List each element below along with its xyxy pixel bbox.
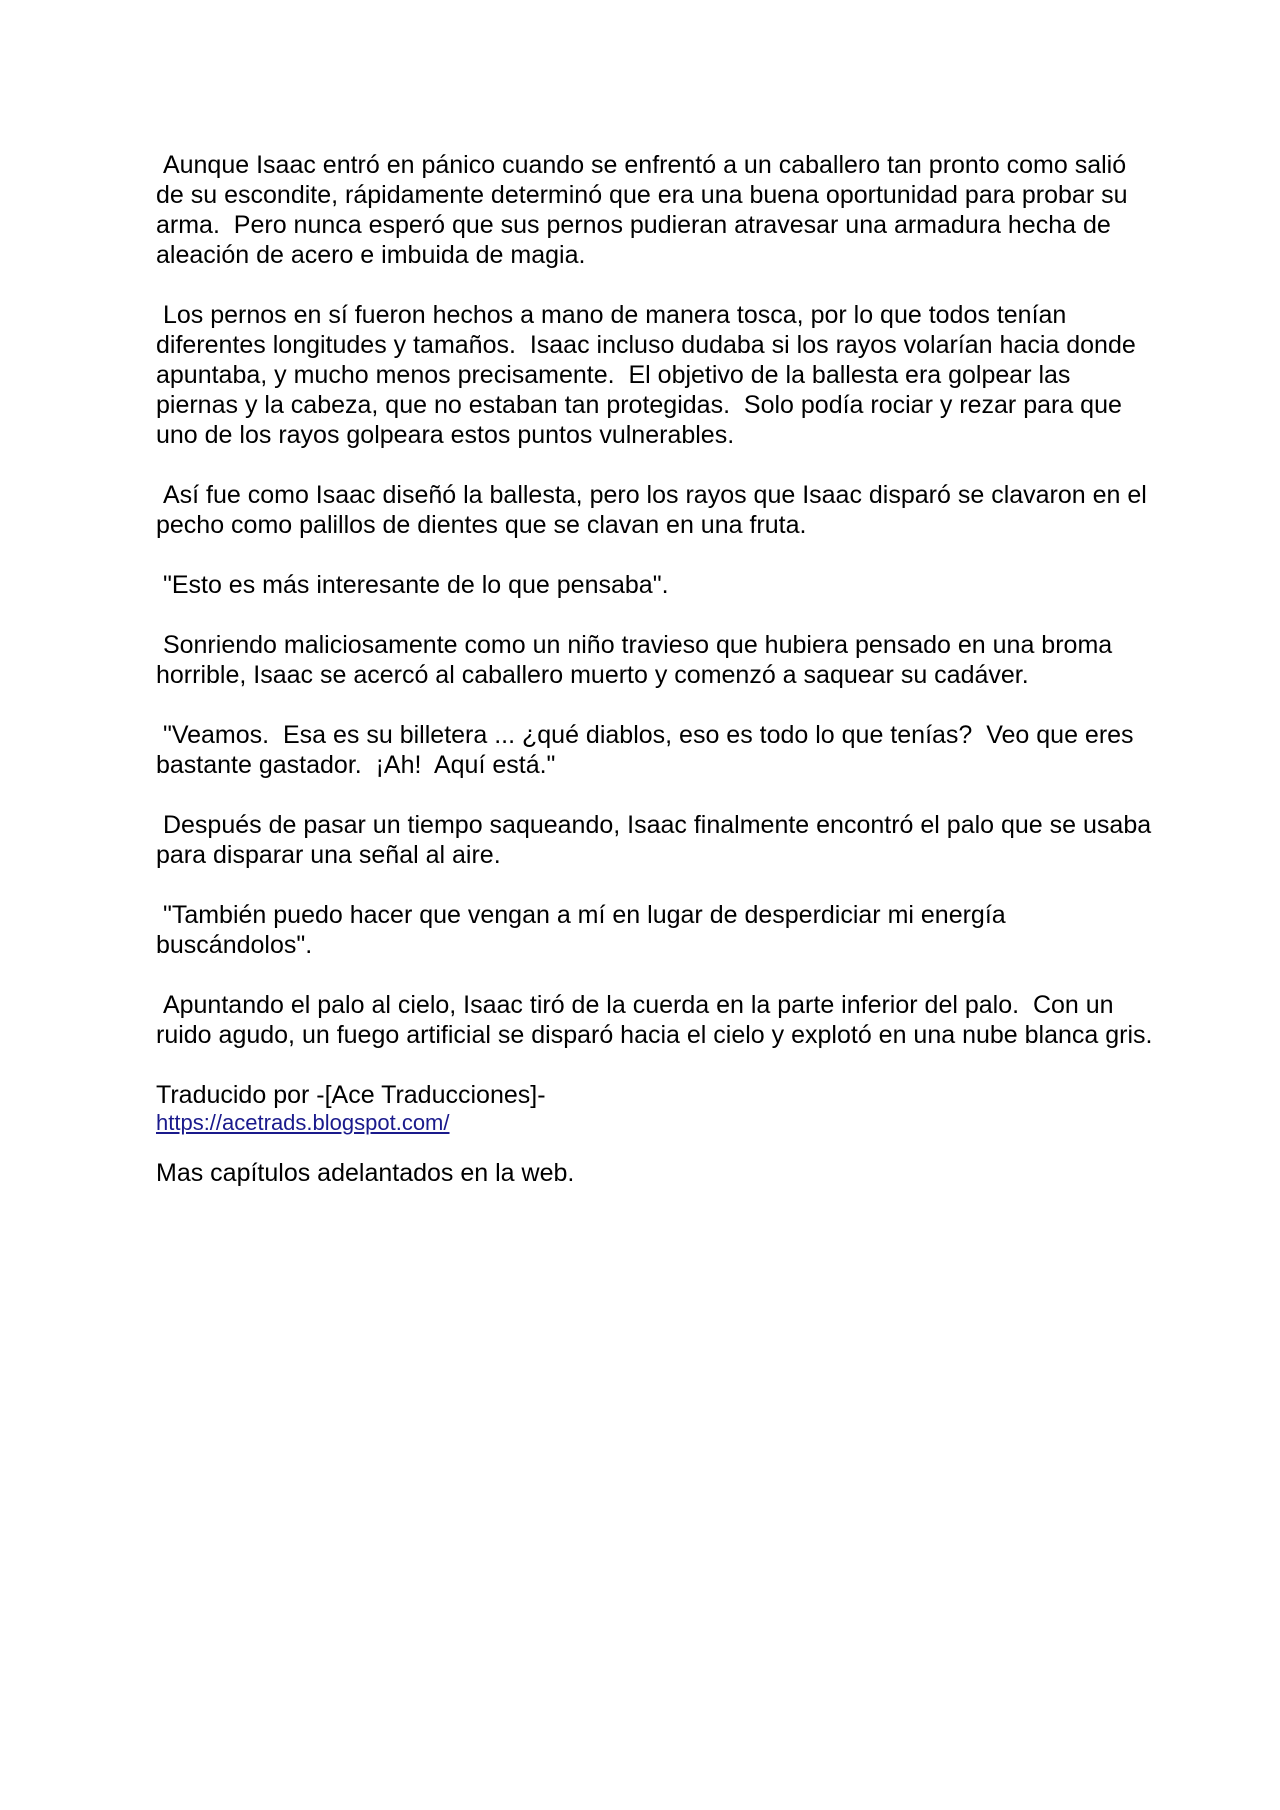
- paragraph-5: Sonriendo maliciosamente como un niño travieso que hubiera pensado en una broma horrible, Isaac se acercó al caballero muerto y comenzó a saquear su cadáver.: [156, 631, 1120, 689]
- advance-chapters-note: Mas capítulos adelantados en la web.: [156, 1159, 575, 1187]
- paragraph-7: Después de pasar un tiempo saqueando, Isaac finalmente encontró el palo que se usaba para disparar una señal al aire.: [156, 811, 1159, 869]
- translator-credit: Traducido por -[Ace Traducciones]-: [156, 1081, 546, 1109]
- paragraph-9: Apuntando el palo al cielo, Isaac tiró de la cuerda en la parte inferior del palo. Con un ruido agudo, un fuego artificial se disparó hacia el cielo y explotó en una nube blanca gris.: [156, 991, 1153, 1049]
- paragraph-2: Los pernos en sí fueron hechos a mano de manera tosca, por lo que todos tenían diferentes longitudes y tamaños. Isaac incluso dudaba si los rayos volarían hacia donde apuntaba, y mucho menos precisamente. El objetivo de la ballesta era golpear las piernas y la cabeza, que no estaban tan protegidas. Solo podía rociar y rezar para que uno de los rayos golpeara estos puntos vulnerables.: [156, 301, 1143, 449]
- document-page: [156, 150, 1159, 1188]
- paragraph-6: "Veamos. Esa es su billetera ... ¿qué diablos, eso es todo lo que tenías? Veo que eres bastante gastador. ¡Ah! Aquí está.": [156, 721, 1141, 779]
- paragraph-3: Así fue como Isaac diseñó la ballesta, pero los rayos que Isaac disparó se clavaron en el pecho como palillos de dientes que se clavan en una fruta.: [156, 481, 1154, 539]
- paragraph-1: Aunque Isaac entró en pánico cuando se enfrentó a un caballero tan pronto como salió de su escondite, rápidamente determinó que era una buena oportunidad para probar su arma. Pero nunca esperó que sus pernos pudieran atravesar una armadura hecha de aleación de acero e imbuida de magia.: [156, 151, 1135, 269]
- paragraph-4: "Esto es más interesante de lo que pensaba".: [156, 571, 669, 599]
- translator-website-link[interactable]: https://acetrads.blogspot.com/: [156, 1110, 450, 1135]
- paragraph-8: "También puedo hacer que vengan a mí en lugar de desperdiciar mi energía buscándolos".: [156, 901, 1013, 959]
